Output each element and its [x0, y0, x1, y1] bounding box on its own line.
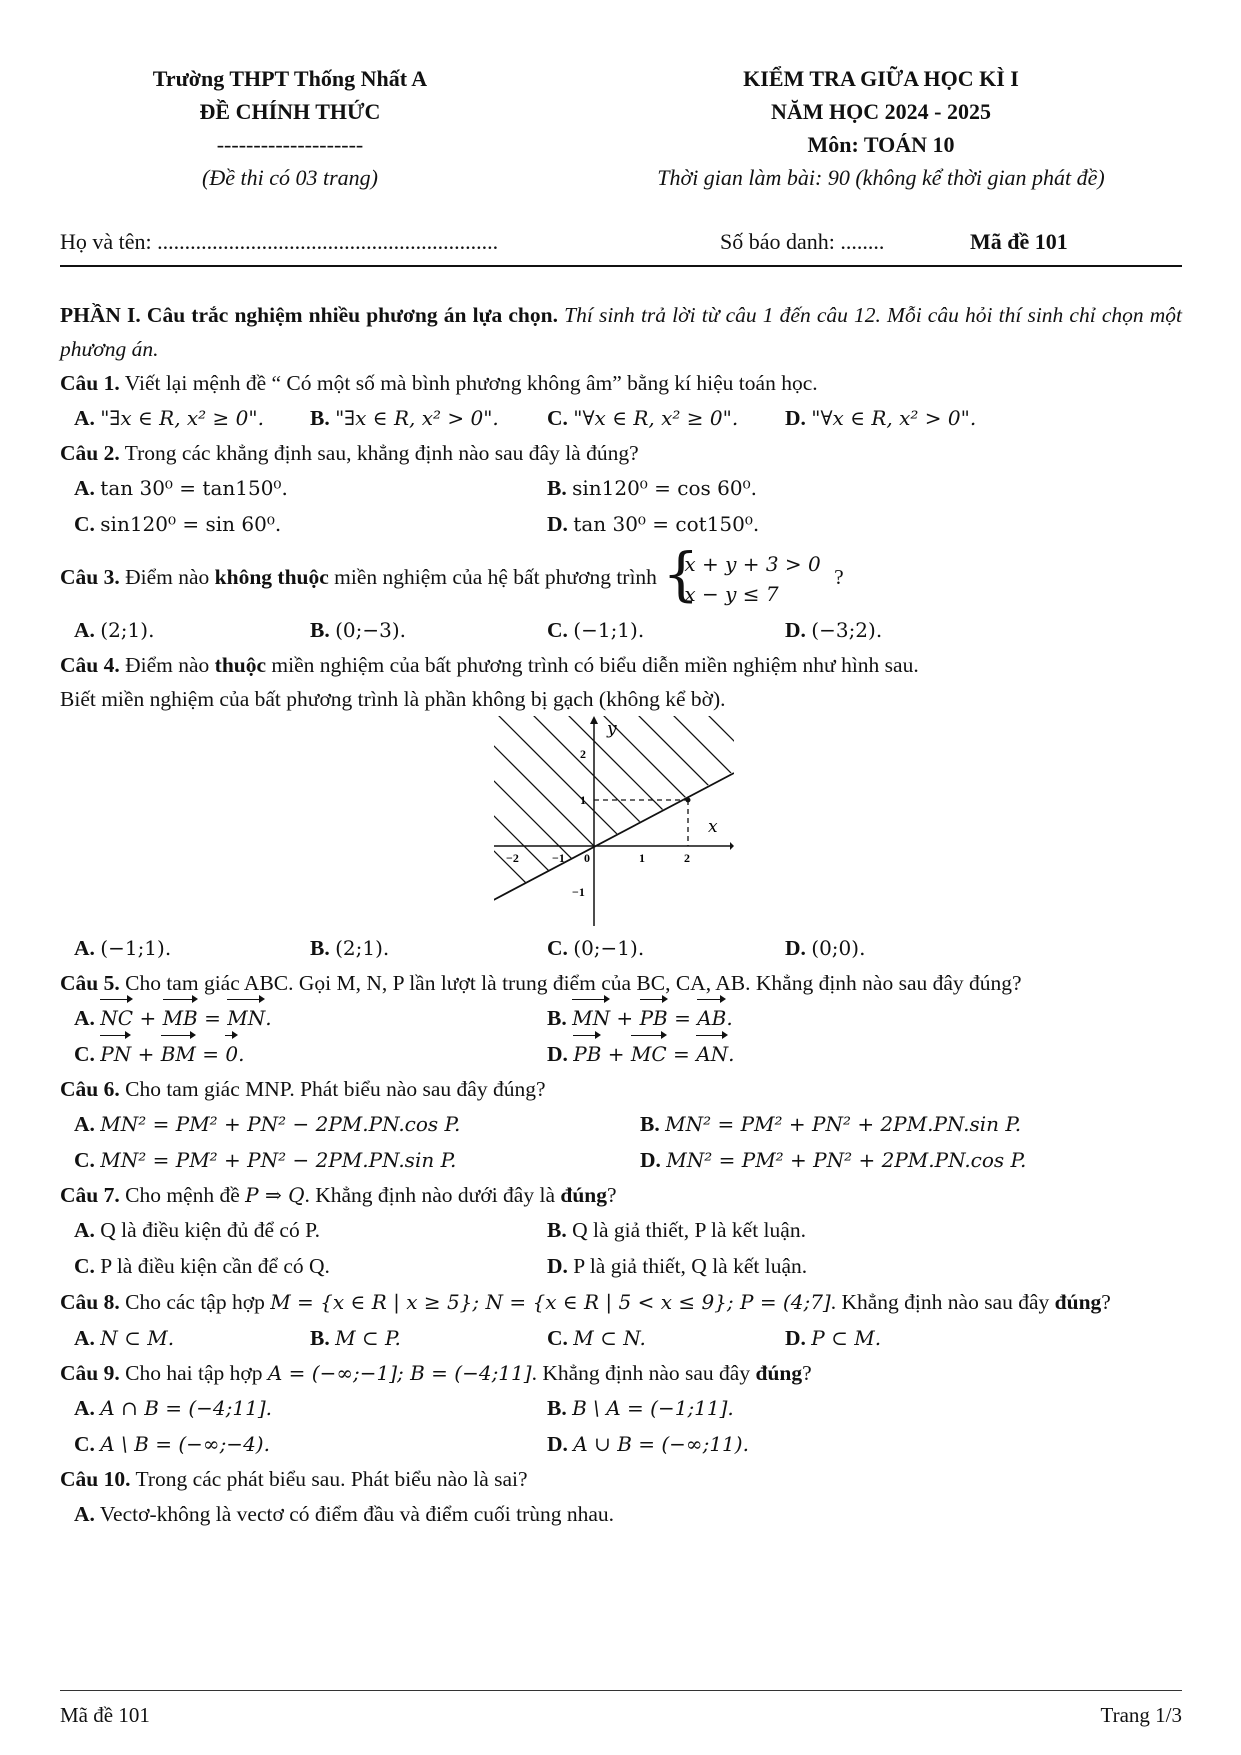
question-6	[60, 1072, 1182, 1106]
q7-option-b: Q là giả thiết, P là kết luận.	[572, 1218, 806, 1242]
footer-page-number: Trang 1/3	[1100, 1703, 1182, 1727]
official-label: ĐỀ CHÍNH THỨC	[199, 99, 381, 124]
option-label: C.	[547, 936, 568, 960]
x-axis-arrow	[730, 842, 734, 850]
q9-option-c: A \ B = (−∞;−4).	[100, 1432, 270, 1456]
option-label: D.	[547, 1254, 568, 1278]
q9-option-d: A ∪ B = (−∞;11).	[573, 1432, 749, 1456]
question-1	[60, 366, 1182, 400]
q6-text: Cho tam giác MNP. Phát biểu nào sau đây đúng?	[125, 1077, 546, 1101]
option-label: A.	[74, 1218, 95, 1242]
q2-option-d: tan 30⁰ = cot150⁰.	[573, 512, 760, 536]
q5-option-d: PB + MC = AN.	[573, 1042, 734, 1066]
q7-option-a: Q là điều kiện đủ để có P.	[100, 1218, 321, 1242]
option-label: A.	[74, 1396, 95, 1420]
q1-text: Viết lại mệnh đề “ Có một số mà bình phương không âm” bằng kí hiệu toán học.	[124, 371, 818, 395]
option-label: B.	[547, 476, 567, 500]
part1-heading	[60, 298, 1182, 366]
y-axis-arrow	[590, 716, 598, 724]
q3-label: Câu 3.	[60, 565, 120, 589]
option-label: B.	[640, 1112, 660, 1136]
option-label: C.	[74, 1432, 95, 1456]
q2-option-a: tan 30⁰ = tan150⁰.	[100, 476, 288, 500]
q3-qmark: ?	[834, 565, 844, 589]
tick-x-neg2: −2	[506, 851, 519, 865]
q7-text-pre: Cho mệnh đề	[125, 1183, 240, 1207]
time-note: Thời gian làm bài: 90 (không kể thời gian phát đề)	[657, 165, 1105, 190]
pages-note: (Đề thi có 03 trang)	[202, 165, 378, 190]
option-label: A.	[74, 618, 95, 642]
option-label: B.	[310, 936, 330, 960]
q9-math: A = (−∞;−1]; B = (−4;11]	[267, 1361, 532, 1385]
q4-text-line-2: Biết miền nghiệm của bất phương trình là phần không bị gạch (không kể bờ).	[60, 687, 726, 711]
header-dashes: --------------------	[216, 132, 364, 157]
option-label: C.	[74, 1254, 95, 1278]
q7-option-c: P là điều kiện cần để có Q.	[100, 1254, 330, 1278]
tick-x-1: 1	[639, 851, 645, 865]
y-axis-label: y	[607, 719, 617, 739]
option-label: C.	[74, 512, 95, 536]
q6-label: Câu 6.	[60, 1077, 120, 1101]
option-label: C.	[547, 406, 568, 430]
sbd-field: Số báo danh: ........	[720, 229, 885, 254]
q5-option-a: NC + MB = MN.	[100, 1006, 271, 1030]
q2-options-row2	[60, 506, 1182, 542]
q4-option-a: (−1;1).	[100, 936, 172, 960]
q2-option-b: sin120⁰ = cos 60⁰.	[572, 476, 757, 500]
question-4	[60, 648, 1182, 682]
option-label: B.	[310, 1326, 330, 1350]
solution-region-graph	[494, 716, 734, 926]
q4-option-d: (0;0).	[811, 936, 866, 960]
question-10	[60, 1462, 1182, 1496]
q3-text-post: miền nghiệm của hệ bất phương trình	[334, 565, 657, 589]
q5-option-b: MN + PB = AB.	[572, 1006, 733, 1030]
q9-label: Câu 9.	[60, 1361, 120, 1385]
q6-option-c: MN² = PM² + PN² − 2PM.PN.sin P.	[100, 1148, 457, 1172]
option-label: B.	[547, 1396, 567, 1420]
q8-math: M = {x ∈ R | x ≥ 5}; N = {x ∈ R | 5 < x ≤ 9}; P = (4;7]	[270, 1290, 831, 1314]
q3-option-c: (−1;1).	[573, 618, 645, 642]
q4-text-pre: Điểm nào	[125, 653, 210, 677]
option-label: B.	[310, 618, 330, 642]
q3-option-d: (−3;2).	[811, 618, 883, 642]
q3-text-bold: không thuộc	[214, 565, 329, 589]
q2-text: Trong các khẳng định sau, khẳng định nào sau đây là đúng?	[124, 441, 639, 465]
q6-options-row1	[60, 1106, 1182, 1142]
q8-text-pre: Cho các tập hợp	[125, 1290, 265, 1314]
option-label: D.	[785, 618, 806, 642]
school-year: NĂM HỌC 2024 - 2025	[771, 99, 991, 124]
option-label: D.	[785, 1326, 806, 1350]
header-left	[60, 62, 520, 194]
q4-text-bold: thuộc	[214, 653, 267, 677]
tick-y-neg1: −1	[572, 885, 585, 899]
school-name: Trường THPT Thống Nhất A	[152, 66, 428, 91]
q7-option-d: P là giả thiết, Q là kết luận.	[573, 1254, 808, 1278]
q9-options-row2	[60, 1426, 1182, 1462]
q6-options-row2	[60, 1142, 1182, 1178]
option-label: D.	[785, 406, 806, 430]
brace-glyph: {	[662, 540, 700, 609]
q1-option-c: "∀x ∈ R, x² ≥ 0".	[573, 406, 739, 430]
q8-options	[60, 1320, 1182, 1356]
option-label: A.	[74, 936, 95, 960]
q10-text: Trong các phát biểu sau. Phát biểu nào là sai?	[135, 1467, 528, 1491]
q3-option-b: (0;−3).	[335, 618, 407, 642]
q9-options-row1	[60, 1390, 1182, 1426]
q9-text-post: . Khẳng định nào sau đây	[531, 1361, 751, 1385]
q3-option-a: (2;1).	[100, 618, 155, 642]
q7-label: Câu 7.	[60, 1183, 120, 1207]
question-2	[60, 436, 1182, 470]
q3-system-row-2: x − y ≤ 7	[684, 582, 779, 607]
q8-text-bold: đúng	[1054, 1290, 1102, 1314]
exam-title: KIỂM TRA GIỮA HỌC KÌ I	[743, 66, 1019, 91]
q3-system-row-1: x + y + 3 > 0	[684, 552, 821, 577]
header-right	[580, 62, 1182, 194]
question-3	[60, 542, 1182, 612]
q4-option-c: (0;−1).	[573, 936, 645, 960]
q1-option-d: "∀x ∈ R, x² > 0".	[811, 406, 977, 430]
q5-option-c: PN + BM = 0.	[100, 1042, 244, 1066]
q2-label: Câu 2.	[60, 441, 120, 465]
exam-code: Mã đề 101	[970, 229, 1068, 254]
q9-option-b: B \ A = (−1;11].	[572, 1396, 734, 1420]
q4-figure	[60, 716, 1182, 930]
q1-option-a: "∃x ∈ R, x² ≥ 0".	[100, 406, 264, 430]
q6-option-d: MN² = PM² + PN² + 2PM.PN.cos P.	[666, 1148, 1027, 1172]
q9-text-pre: Cho hai tập hợp	[125, 1361, 263, 1385]
option-label: D.	[640, 1148, 661, 1172]
q5-label: Câu 5.	[60, 971, 120, 995]
tick-y-1: 1	[580, 793, 586, 807]
option-label: B.	[310, 406, 330, 430]
q4-options	[60, 930, 1182, 966]
tick-y-2: 2	[580, 747, 586, 761]
q10-label: Câu 10.	[60, 1467, 131, 1491]
option-label: D.	[785, 936, 806, 960]
part1-title: PHẦN I. Câu trắc nghiệm nhiều phương án lựa chọn.	[60, 303, 558, 327]
option-label: C.	[547, 618, 568, 642]
q5-options-row2: C. PN + BM = 0. D. PB + MC = AN.	[60, 1036, 1182, 1072]
subject: Môn: TOÁN 10	[807, 132, 955, 157]
q8-option-d: P ⊂ M.	[811, 1326, 882, 1350]
q7-math: P ⇒ Q	[245, 1183, 305, 1207]
q1-option-b: "∃x ∈ R, x² > 0".	[335, 406, 499, 430]
option-label: D.	[547, 512, 568, 536]
q7-text-post: . Khẳng định nào dưới đây là	[304, 1183, 555, 1207]
q9-text-bold: đúng	[755, 1361, 803, 1385]
q3-text-pre: Điểm nào	[125, 565, 210, 589]
tick-x-0: 0	[584, 851, 590, 865]
part1-instruction: Thí sinh trả lời từ câu 1 đến câu 12. Mỗi câu hỏi thí sinh chỉ chọn một phương án.	[60, 303, 1183, 361]
q2-option-c: sin120⁰ = sin 60⁰.	[100, 512, 282, 536]
q8-label: Câu 8.	[60, 1290, 120, 1314]
option-label: A.	[74, 1326, 95, 1350]
q4-label: Câu 4.	[60, 653, 120, 677]
q10-option-a: Vectơ-không là vectơ có điểm đầu và điểm cuối trùng nhau.	[99, 1502, 615, 1526]
hatch-lines	[494, 716, 734, 926]
option-label: D.	[547, 1432, 568, 1456]
option-label: C.	[547, 1326, 568, 1350]
footer-exam-code: Mã đề 101	[60, 1703, 150, 1727]
name-field: Họ và tên: ..............................................................	[60, 229, 499, 254]
exam-page	[60, 0, 1182, 1755]
boundary-line	[494, 773, 734, 905]
q6-option-b: MN² = PM² + PN² + 2PM.PN.sin P.	[665, 1112, 1022, 1136]
q8-end: ?	[1101, 1290, 1111, 1314]
q10-options-row1	[60, 1496, 1182, 1532]
student-id-row	[60, 229, 1182, 267]
q7-options-row2	[60, 1248, 1182, 1284]
option-label: A.	[74, 406, 95, 430]
q2-options-row1	[60, 470, 1182, 506]
q7-end: ?	[606, 1183, 617, 1207]
tick-x-neg1: −1	[552, 851, 565, 865]
option-label: C.	[74, 1148, 95, 1172]
question-9	[60, 1356, 1182, 1390]
q4-text-post: miền nghiệm của bất phương trình có biểu diễn miền nghiệm như hình sau.	[271, 653, 919, 677]
q8-text-post: . Khẳng định nào sau đây	[830, 1290, 1050, 1314]
option-label: B.	[547, 1218, 567, 1242]
q8-option-b: M ⊂ P.	[335, 1326, 401, 1350]
point-2-1	[686, 798, 691, 803]
q1-options	[60, 400, 1182, 436]
exam-content	[60, 298, 1182, 1532]
q6-option-a: MN² = PM² + PN² − 2PM.PN.cos P.	[100, 1112, 461, 1136]
tick-x-2: 2	[684, 851, 690, 865]
x-axis-label: x	[708, 817, 718, 837]
q7-text-bold: đúng	[560, 1183, 607, 1207]
q8-option-c: M ⊂ N.	[573, 1326, 646, 1350]
q3-inequality-system	[662, 540, 821, 609]
q9-end: ?	[802, 1361, 812, 1385]
option-label: A.	[74, 476, 95, 500]
q3-options	[60, 612, 1182, 648]
q1-label: Câu 1.	[60, 371, 120, 395]
q4-option-b: (2;1).	[335, 936, 390, 960]
q5-options-row1: A. NC + MB = MN. B. MN + PB = AB.	[60, 1000, 1182, 1036]
q9-option-a: A ∩ B = (−4;11].	[100, 1396, 272, 1420]
page-footer	[60, 1690, 1182, 1731]
q5-text: Cho tam giác ABC. Gọi M, N, P lần lượt là trung điểm của BC, CA, AB. Khẳng định nào sau đây đúng?	[125, 971, 1022, 995]
option-label: A.	[74, 1112, 95, 1136]
question-7	[60, 1178, 1182, 1212]
question-5	[60, 966, 1182, 1000]
question-8	[60, 1284, 1182, 1320]
option-label: A.	[74, 1502, 95, 1526]
q7-options-row1	[60, 1212, 1182, 1248]
q8-option-a: N ⊂ M.	[100, 1326, 175, 1350]
